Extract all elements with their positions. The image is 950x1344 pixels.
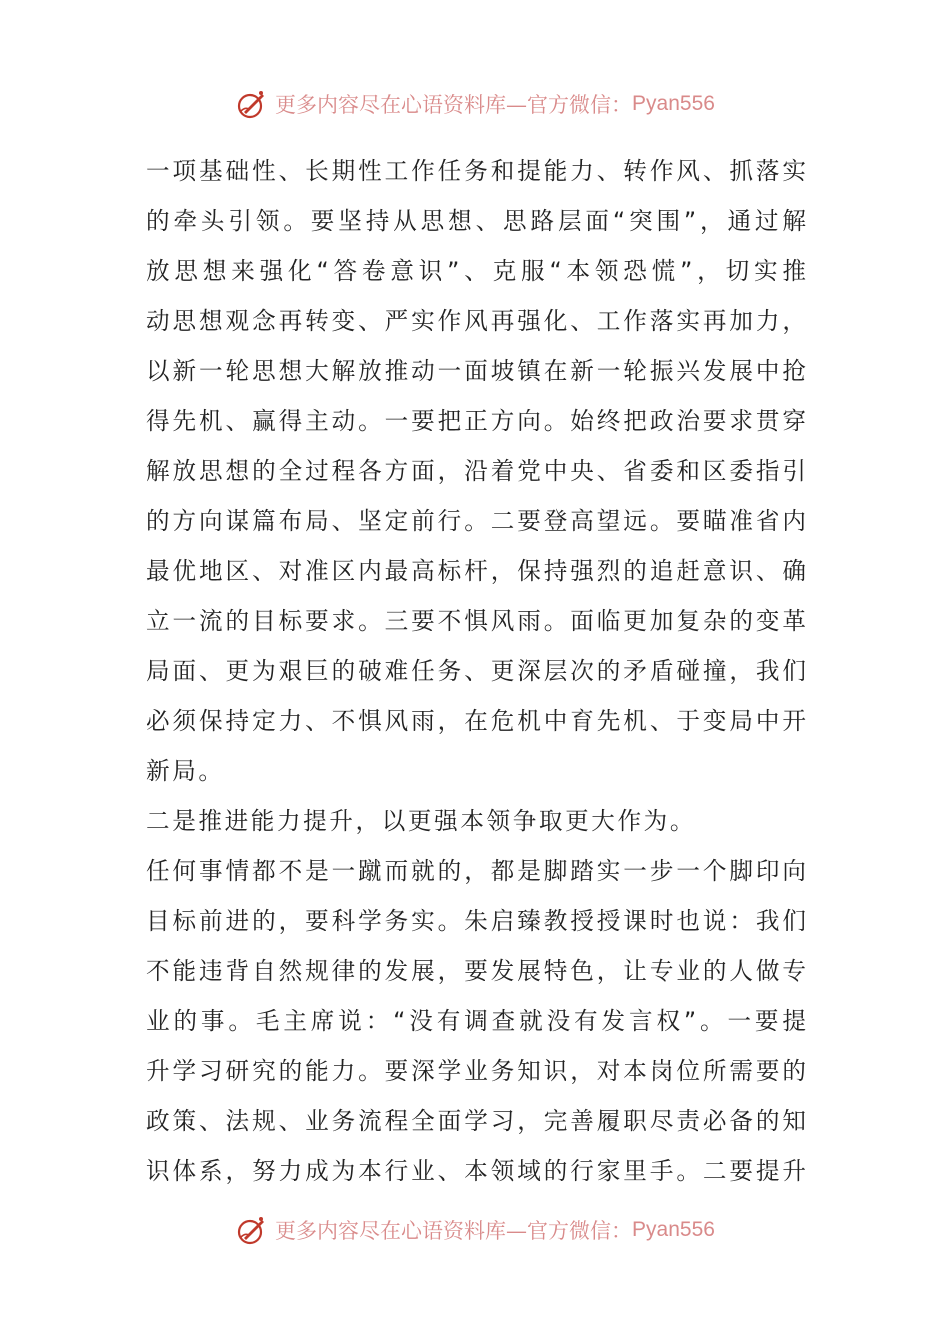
body-line: 得先机、赢得主动。一要把正方向。始终把政治要求贯穿 — [146, 407, 806, 435]
watermark-text: 更多内容尽在心语资料库—官方微信： — [275, 93, 633, 117]
body-line: 解放思想的全过程各方面，沿着党中央、省委和区委指引 — [146, 457, 806, 485]
body-line: 的牵头引领。要坚持从思想、思路层面“突围”，通过解 — [146, 207, 806, 235]
pen-nib-circle-icon — [235, 1213, 269, 1247]
footer-watermark — [0, 1210, 950, 1250]
body-line: 局面、更为艰巨的破难任务、更深层次的矛盾碰撞，我们 — [146, 657, 806, 685]
body-line: 的方向谋篇布局、坚定前行。二要登高望远。要瞄准省内 — [146, 507, 806, 535]
body-line: 放思想来强化“答卷意识”、克服“本领恐慌”，切实推 — [146, 257, 806, 285]
body-line: 任何事情都不是一蹴而就的，都是脚踏实一步一个脚印向 — [146, 857, 806, 885]
body-line: 目标前进的，要科学务实。朱启臻教授授课时也说：我们 — [146, 907, 806, 935]
watermark-brand: Pyan556 — [632, 1218, 715, 1241]
body-line: 动思想观念再转变、严实作风再强化、工作落实再加力， — [146, 307, 806, 335]
body-line: 识体系，努力成为本行业、本领域的行家里手。二要提升 — [146, 1157, 806, 1185]
pen-nib-circle-icon — [235, 87, 269, 121]
body-line: 最优地区、对准区内最高标杆，保持强烈的追赶意识、确 — [146, 557, 806, 585]
body-line: 政策、法规、业务流程全面学习，完善履职尽责必备的知 — [146, 1107, 806, 1135]
body-line-paragraph-end: 新局。 — [146, 757, 225, 785]
body-line: 升学习研究的能力。要深学业务知识，对本岗位所需要的 — [146, 1057, 806, 1085]
body-line: 以新一轮思想大解放推动一面坡镇在新一轮振兴发展中抢 — [146, 357, 806, 385]
body-line: 立一流的目标要求。三要不惧风雨。面临更加复杂的变革 — [146, 607, 806, 635]
section-heading: 二是推进能力提升，以更强本领争取更大作为。 — [146, 807, 697, 835]
body-line: 必须保持定力、不惧风雨，在危机中育先机、于变局中开 — [146, 707, 806, 735]
watermark-brand: Pyan556 — [632, 92, 715, 115]
header-watermark — [0, 84, 950, 124]
watermark-text: 更多内容尽在心语资料库—官方微信： — [275, 1219, 633, 1243]
body-line: 不能违背自然规律的发展，要发展特色，让专业的人做专 — [146, 957, 806, 985]
document-body — [146, 146, 806, 1196]
body-line: 一项基础性、长期性工作任务和提能力、转作风、抓落实 — [146, 157, 806, 185]
body-line: 业的事。毛主席说：“没有调查就没有发言权”。一要提 — [146, 1007, 806, 1035]
